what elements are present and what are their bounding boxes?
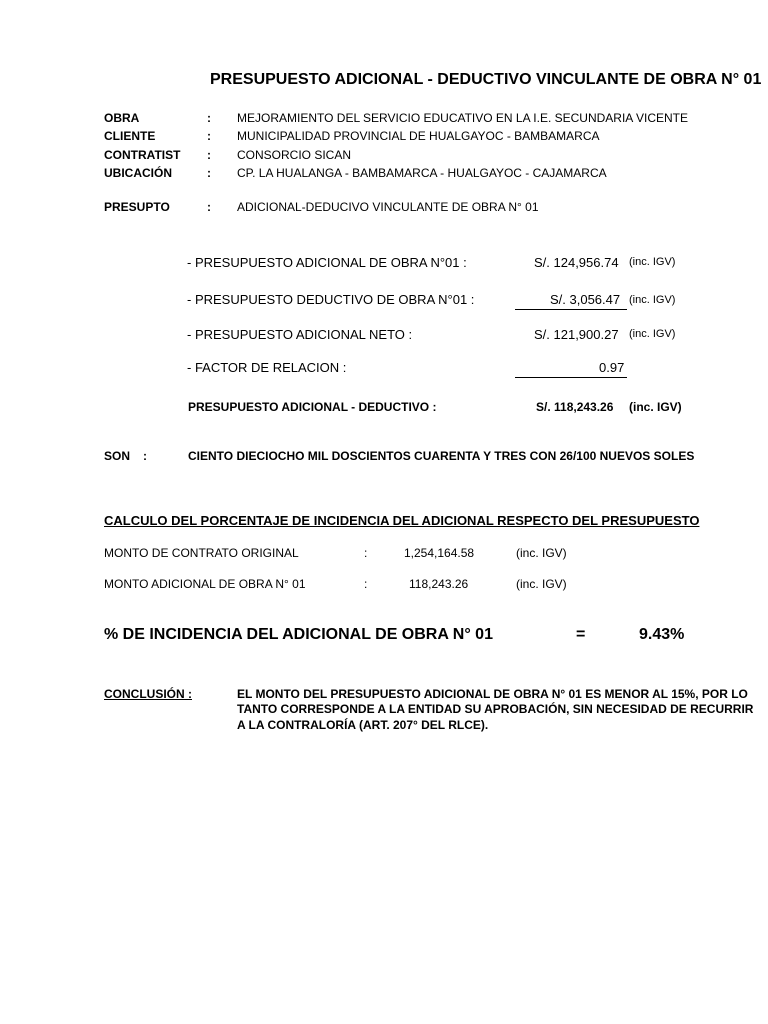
adicional-monto-separator: : (364, 577, 368, 591)
son-text: CIENTO DIECIOCHO MIL DOSCIENTOS CUARENTA Y TRES CON 26/100 NUEVOS SOLES (188, 449, 695, 463)
conclusion-label: CONCLUSIÓN : (104, 687, 192, 701)
adicional-suffix: (inc. IGV) (629, 256, 676, 268)
total-label: PRESUPUESTO ADICIONAL - DEDUCTIVO : (188, 400, 437, 414)
factor-label: - FACTOR DE RELACION : (187, 360, 347, 375)
adicional-monto-label: MONTO ADICIONAL DE OBRA N° 01 (104, 577, 306, 591)
cliente-separator: : (207, 129, 211, 143)
presupuesto-separator: : (207, 200, 211, 214)
ubicacion-label: UBICACIÓN (104, 166, 172, 180)
neto-suffix: (inc. IGV) (629, 328, 676, 340)
factor-underline (515, 377, 627, 378)
cliente-label: CLIENTE (104, 129, 156, 143)
deductivo-label: - PRESUPUESTO DEDUCTIVO DE OBRA N°01 : (187, 292, 475, 307)
ubicacion-separator: : (207, 166, 211, 180)
adicional-amount: S/. 124,956.74 (534, 255, 619, 270)
son-separator: : (143, 449, 147, 463)
contrato-separator: : (364, 546, 368, 560)
conclusion-line-2: TANTO CORRESPONDE A LA ENTIDAD SU APROBACIÓN, SIN NECESIDAD DE RECURRIR (237, 702, 754, 716)
factor-value: 0.97 (599, 360, 625, 375)
deductivo-suffix: (inc. IGV) (629, 294, 676, 306)
document-title: PRESUPUESTO ADICIONAL - DEDUCTIVO VINCULANTE DE OBRA N° 01 (210, 71, 762, 88)
cliente-value: MUNICIPALIDAD PROVINCIAL DE HUALGAYOC - BAMBAMARCA (237, 129, 600, 143)
contratista-label: CONTRATIST (104, 148, 181, 162)
conclusion-line-3: A LA CONTRALORÍA (ART. 207° DEL RLCE). (237, 718, 489, 732)
contrato-value: 1,254,164.58 (404, 546, 475, 560)
son-label: SON (104, 449, 131, 463)
obra-label: OBRA (104, 111, 140, 125)
incidencia-value: 9.43% (639, 626, 685, 643)
contrato-label: MONTO DE CONTRATO ORIGINAL (104, 546, 299, 560)
conclusion-line-1: EL MONTO DEL PRESUPUESTO ADICIONAL DE OBRA N° 01 ES MENOR AL 15%, POR LO (237, 687, 748, 701)
deductivo-underline (515, 309, 627, 310)
deductivo-amount: S/. 3,056.47 (550, 292, 621, 307)
contratista-separator: : (207, 148, 211, 162)
calc-heading: CALCULO DEL PORCENTAJE DE INCIDENCIA DEL ADICIONAL RESPECTO DEL PRESUPUESTO (104, 513, 700, 528)
neto-amount: S/. 121,900.27 (534, 327, 619, 342)
obra-separator: : (207, 111, 211, 125)
incidencia-label: % DE INCIDENCIA DEL ADICIONAL DE OBRA N° 01 (104, 626, 493, 643)
presupuesto-label: PRESUPTO (104, 200, 170, 214)
incidencia-equals: = (576, 626, 586, 643)
adicional-label: - PRESUPUESTO ADICIONAL DE OBRA N°01 : (187, 255, 467, 270)
neto-label: - PRESUPUESTO ADICIONAL NETO : (187, 327, 413, 342)
total-amount: S/. 118,243.26 (536, 400, 614, 414)
adicional-monto-value: 118,243.26 (409, 577, 469, 591)
presupuesto-value: ADICIONAL-DEDUCIVO VINCULANTE DE OBRA N° 01 (237, 200, 539, 214)
ubicacion-value: CP. LA HUALANGA - BAMBAMARCA - HUALGAYOC - CAJAMARCA (237, 166, 607, 180)
obra-value: MEJORAMIENTO DEL SERVICIO EDUCATIVO EN LA I.E. SECUNDARIA VICENTE (237, 111, 688, 125)
contratista-value: CONSORCIO SICAN (237, 148, 352, 162)
total-suffix: (inc. IGV) (629, 400, 682, 414)
contrato-suffix: (inc. IGV) (516, 546, 567, 560)
adicional-monto-suffix: (inc. IGV) (516, 577, 567, 591)
